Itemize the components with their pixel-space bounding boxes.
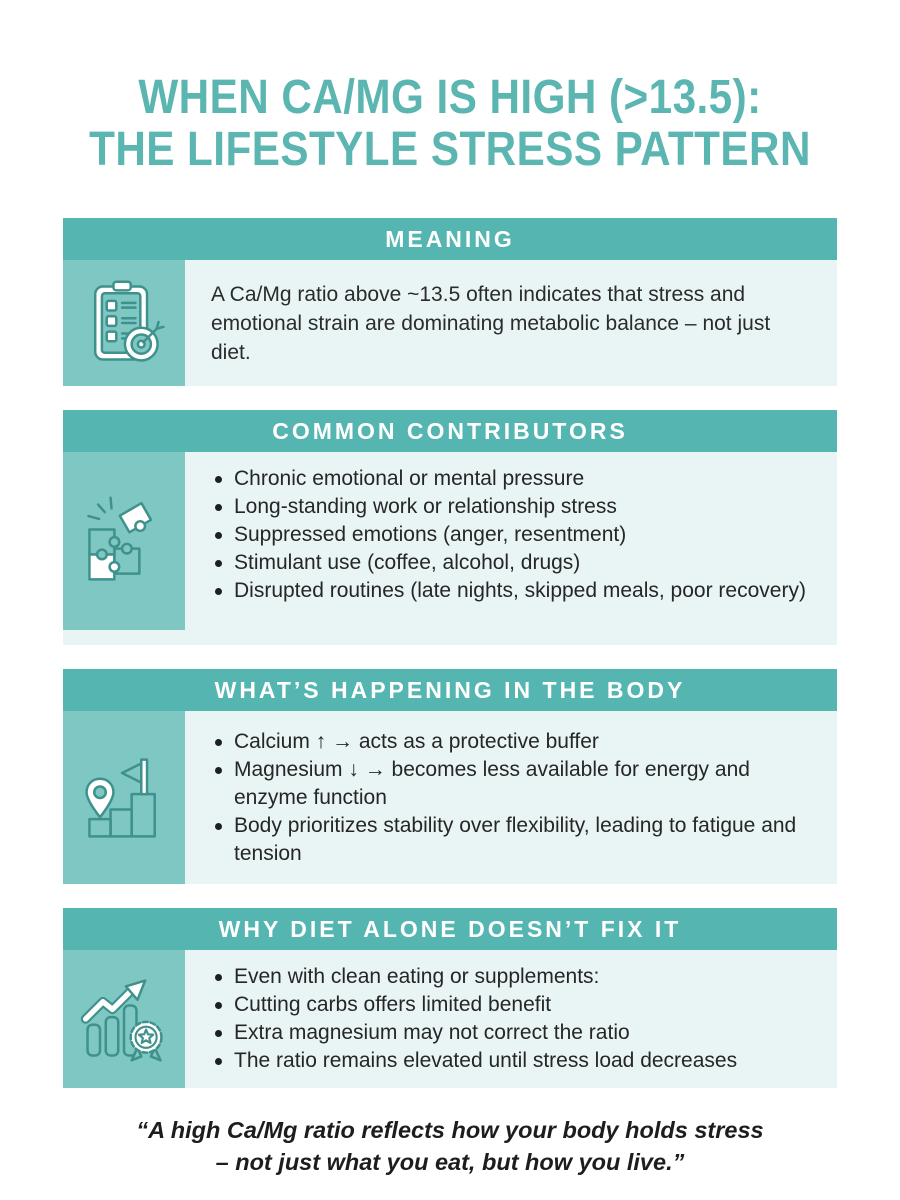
bullet-item: The ratio remains elevated until stress load decreases: [211, 1047, 811, 1075]
bullet-item: Even with clean eating or supplements:: [211, 963, 811, 991]
section-meaning-body: [63, 260, 837, 386]
bullet-item: Chronic emotional or mental pressure: [211, 465, 811, 493]
page-title-line-1: WHEN CA/MG IS HIGH (>13.5):: [138, 71, 762, 124]
bullet-item: Body prioritizes stability over flexibility, leading to fatigue and tension: [211, 812, 811, 868]
section-why-diet: [63, 908, 837, 1088]
section-meaning-header: MEANING: [63, 218, 837, 260]
closing-quote: [0, 1114, 900, 1178]
happening-content: [185, 711, 837, 884]
sections-container: [63, 218, 837, 1088]
page-title-line-2: THE LIFESTYLE STRESS PATTERN: [89, 123, 811, 176]
quote-line-1: “A high Ca/Mg ratio reflects how your body holds stress: [136, 1117, 764, 1143]
contributors-icon-box: [63, 452, 185, 630]
bullet-item: Extra magnesium may not correct the ratio: [211, 1019, 811, 1047]
meaning-paragraph: A Ca/Mg ratio above ~13.5 often indicates that stress and emotional strain are dominating metabolic balance – not just diet.: [211, 283, 771, 364]
common-contributors-header: COMMON CONTRIBUTORS: [63, 410, 837, 452]
bullet-item: Cutting carbs offers limited benefit: [211, 991, 811, 1019]
why-diet-bullet-list: [185, 950, 837, 1075]
why-diet-icon-box: [63, 950, 185, 1088]
meaning-content: [185, 260, 837, 386]
happening-icon-box: [63, 711, 185, 884]
why-diet-header: WHY DIET ALONE DOESN’T FIX IT: [63, 908, 837, 950]
page-title: [0, 0, 900, 176]
section-meaning: [63, 218, 837, 386]
section-whats-happening: [63, 669, 837, 884]
whats-happening-header: WHAT’S HAPPENING IN THE BODY: [63, 669, 837, 711]
bullet-item: Long-standing work or relationship stress: [211, 493, 811, 521]
quote-line-2: – not just what you eat, but how you live.”: [215, 1149, 685, 1175]
why-diet-body: [63, 950, 837, 1088]
common-contributors-body: [63, 452, 837, 645]
bullet-item: Magnesium ↓ → becomes less available for energy and enzyme function: [211, 756, 811, 812]
bullet-item: Suppressed emotions (anger, resentment): [211, 521, 811, 549]
why-diet-content: [185, 950, 837, 1088]
meaning-icon-box: [63, 260, 185, 386]
whats-happening-body: [63, 711, 837, 884]
contributors-content: [185, 452, 837, 645]
bullet-item: Calcium ↑ → acts as a protective buffer: [211, 728, 811, 756]
bullet-item: Disrupted routines (late nights, skipped meals, poor recovery): [211, 577, 811, 605]
happening-bullet-list: [185, 711, 837, 868]
milestone-pin-flag-icon: [76, 750, 172, 846]
section-common-contributors: [63, 410, 837, 645]
growth-chart-badge-icon: [76, 971, 172, 1067]
contributors-bullet-list: [185, 452, 837, 605]
puzzle-pieces-icon: [76, 493, 172, 589]
bullet-item: Stimulant use (coffee, alcohol, drugs): [211, 549, 811, 577]
clipboard-checklist-target-icon: [76, 275, 172, 371]
